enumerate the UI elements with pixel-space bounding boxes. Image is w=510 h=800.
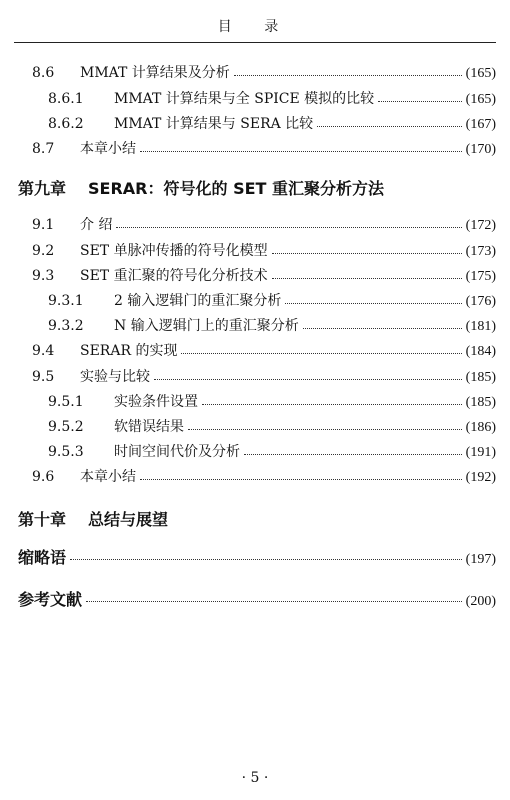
toc-entry-9-2[interactable] [32,240,496,260]
page-ref: (172) [465,218,496,233]
dot-leader [285,303,461,304]
toc-entry-9-6[interactable] [32,466,496,486]
section-number: 9.5 [32,369,55,385]
section-number: 9.5.3 [48,444,84,460]
section-title: MMAT 计算结果及分析 [80,65,230,81]
section-title: MMAT 计算结果与 SERA 比较 [114,116,314,132]
chapter-title: SERAR：符号化的 SET 重汇聚分析方法 [88,179,385,198]
page-ref: (192) [465,470,496,485]
dot-leader [234,75,462,76]
section-title: 实验条件设置 [114,394,198,410]
page-ref: (197) [465,552,496,567]
page-ref: (181) [465,319,496,334]
page-ref: (167) [465,117,496,132]
page-ref: (175) [465,269,496,284]
page-ref: (170) [465,142,496,157]
header-rule [14,42,496,43]
section-number: 8.6 [32,65,55,81]
toc-entry-9-5-3[interactable] [48,441,496,461]
toc-entry-8-6[interactable] [32,62,496,82]
section-title: 软错误结果 [114,419,184,435]
chapter-title: 总结与展望 [88,510,169,529]
page-ref: (165) [465,66,496,81]
dot-leader [140,151,462,152]
dot-leader [378,101,461,102]
section-number: 9.3.1 [48,293,84,309]
page-ref: (185) [465,370,496,385]
section-title: 时间空间代价及分析 [114,444,240,460]
toc-entry-9-5-2[interactable] [48,416,496,436]
section-number: 9.3 [32,268,55,284]
section-title: 本章小结 [80,141,136,157]
dot-leader [140,479,462,480]
toc-entry-abbreviations[interactable] [18,545,496,568]
section-title: SET 单脉冲传播的符号化模型 [80,243,268,259]
toc-entry-references[interactable] [18,587,496,610]
toc-entry-9-4[interactable] [32,340,496,360]
section-title: 介 绍 [80,217,113,233]
page-ref: (186) [465,420,496,435]
toc-entry-8-6-2[interactable] [48,113,496,133]
section-title: SET 重汇聚的符号化分析技术 [80,268,268,284]
section-number: 8.6.1 [48,91,84,107]
dot-leader [188,429,462,430]
section-number: 8.7 [32,141,55,157]
dot-leader [244,454,462,455]
dot-leader [181,353,461,354]
page-ref: (200) [465,594,496,609]
chapter-number: 第九章 [18,179,67,198]
dot-leader [317,126,462,127]
section-title: 2 输入逻辑门的重汇聚分析 [114,293,282,309]
page-ref: (173) [465,244,496,259]
section-title: 参考文献 [18,590,83,609]
section-number: 9.5.1 [48,394,84,410]
toc-entry-8-7[interactable] [32,138,496,158]
section-number: 9.2 [32,243,55,259]
page-ref: (185) [465,395,496,410]
section-title: 缩略语 [18,548,67,567]
section-title: SERAR 的实现 [80,343,178,359]
dot-leader [154,379,462,380]
dot-leader [70,559,462,560]
dot-leader [202,404,462,405]
section-title: 实验与比较 [80,369,150,385]
section-number: 9.4 [32,343,55,359]
dot-leader [272,253,462,254]
section-number: 9.5.2 [48,419,84,435]
page-ref: (191) [465,445,496,460]
dot-leader [303,328,462,329]
toc-entry-8-6-1[interactable] [48,88,496,108]
page-number: · 5 · [241,770,269,786]
toc-entry-9-5[interactable] [32,366,496,386]
running-header: 目 录 [217,19,293,35]
section-number: 9.6 [32,469,55,485]
page-ref: (165) [465,92,496,107]
toc-entry-9-5-1[interactable] [48,391,496,411]
section-number: 8.6.2 [48,116,84,132]
chapter-heading-10[interactable] [18,507,168,530]
dot-leader [86,601,462,602]
section-title: MMAT 计算结果与全 SPICE 模拟的比较 [114,91,375,107]
section-number: 9.1 [32,217,55,233]
chapter-number: 第十章 [18,510,67,529]
page-ref: (176) [465,294,496,309]
section-title: 本章小结 [80,469,136,485]
section-number: 9.3.2 [48,318,84,334]
toc-entry-9-3-1[interactable] [48,290,496,310]
dot-leader [116,227,461,228]
toc-entry-9-3[interactable] [32,265,496,285]
toc-entry-9-3-2[interactable] [48,315,496,335]
page-ref: (184) [465,344,496,359]
section-title: N 输入逻辑门上的重汇聚分析 [114,318,299,334]
chapter-heading-9[interactable] [18,176,384,199]
toc-entry-9-1[interactable] [32,214,496,234]
dot-leader [272,278,462,279]
